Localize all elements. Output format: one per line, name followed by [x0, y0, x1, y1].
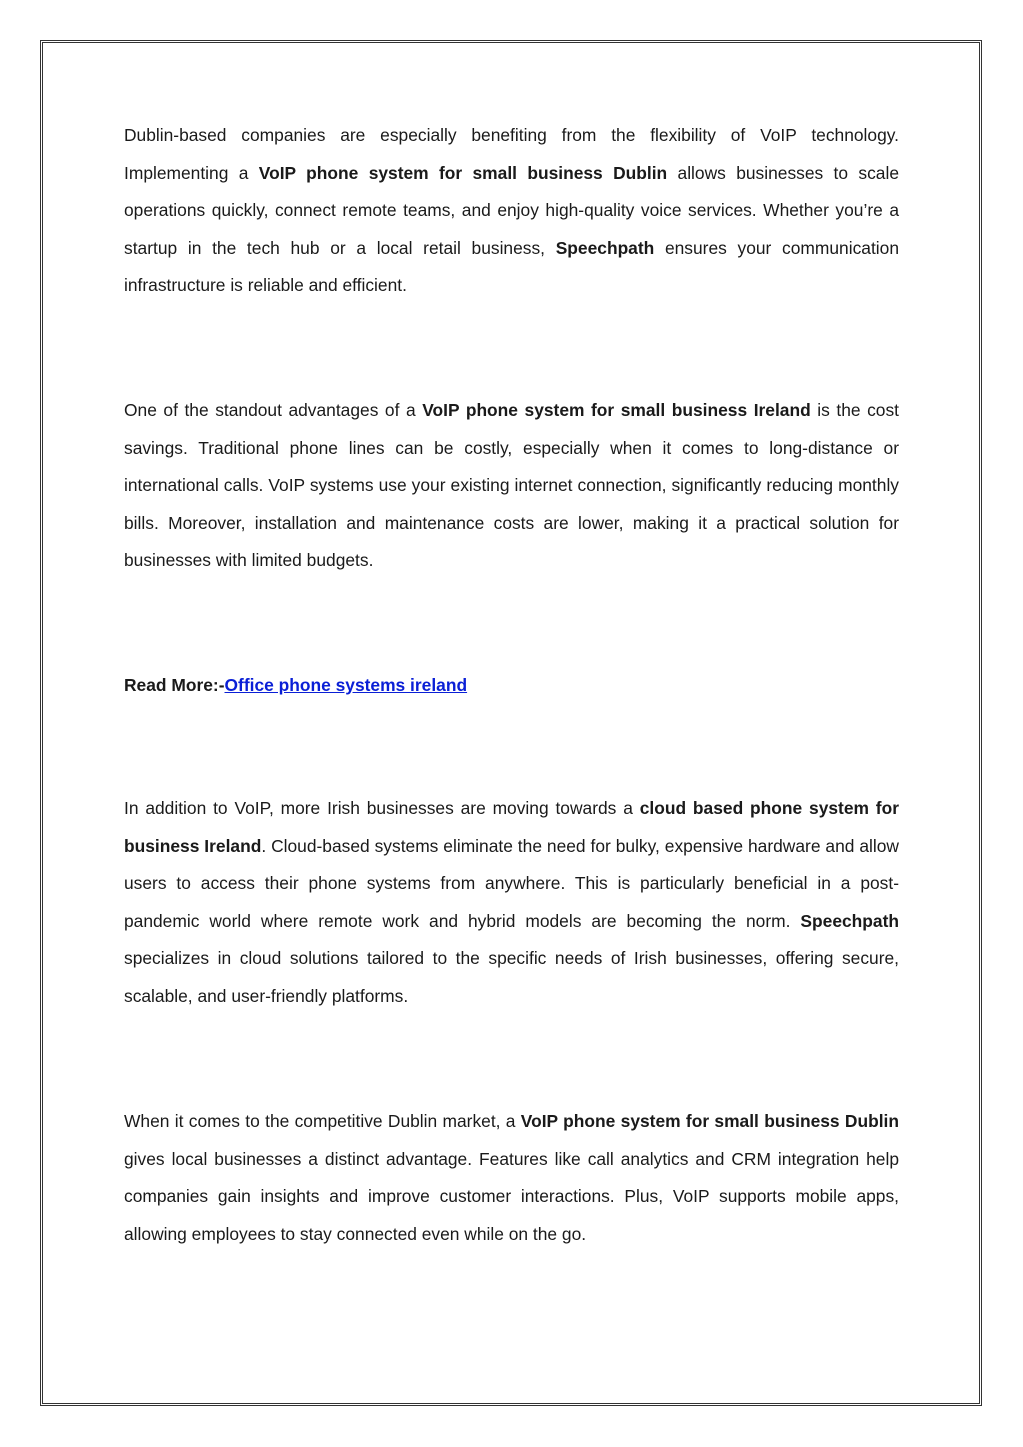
bold-keyword: cloud based phone system for business Ireland — [124, 798, 899, 856]
bold-keyword: VoIP phone system for small business Dublin — [520, 1111, 899, 1131]
read-more-label: Read More:- — [124, 675, 225, 695]
text-segment: . Cloud-based systems eliminate the need for bulky, expensive hardware and allow users to access their phone systems from anywhere. This is particularly beneficial in a post-pandemic world where remote work and hybrid models are becoming the norm. — [124, 835, 899, 931]
paragraph-dublin-flexibility — [124, 117, 899, 305]
paragraph-cloud-phone — [124, 790, 899, 1016]
text-segment: specializes in cloud solutions tailored to the specific needs of Irish businesses, offering secure, scalable, and user-friendly platforms. — [124, 948, 899, 1006]
text-segment: allows businesses to scale operations quickly, connect remote teams, and enjoy high-quality voice services. Whether you’re a startup in the tech hub or a local retail business, — [124, 162, 900, 258]
paragraph-dublin-market — [124, 1103, 899, 1253]
bold-keyword: VoIP phone system for small business Dublin — [258, 162, 668, 183]
text-segment: gives local businesses a distinct advantage. Features like call analytics and CRM integration help companies gain insights and improve customer interactions. Plus, VoIP supports mobile apps, allowing employees to stay connected even while on the go. — [124, 1148, 899, 1244]
text-segment: One of the standout advantages of a — [124, 400, 423, 420]
text-segment: In addition to VoIP, more Irish businesses are moving towards a — [124, 798, 640, 818]
paragraph-cost-savings — [124, 392, 899, 580]
bold-keyword: VoIP phone system for small business Ireland — [422, 400, 811, 420]
office-phone-systems-link[interactable]: Office phone systems ireland — [224, 675, 468, 695]
read-more-line — [124, 667, 467, 705]
bold-brand: Speechpath — [555, 237, 655, 258]
text-segment: is the cost savings. Traditional phone lines can be costly, especially when it comes to long-distance or international calls. VoIP systems use your existing internet connection, significantly reducing monthly bills. Moreover, installation and maintenance costs are lower, making it a practical solution for businesses with limited budgets. — [124, 400, 900, 571]
bold-brand: Speechpath — [800, 910, 899, 931]
text-segment: When it comes to the competitive Dublin market, a — [124, 1111, 521, 1131]
text-segment: Dublin-based companies are especially benefiting from the flexibility of VoIP technology. Implementing a — [124, 125, 899, 183]
text-segment: ensures your communication infrastructure is reliable and efficient. — [124, 237, 899, 296]
